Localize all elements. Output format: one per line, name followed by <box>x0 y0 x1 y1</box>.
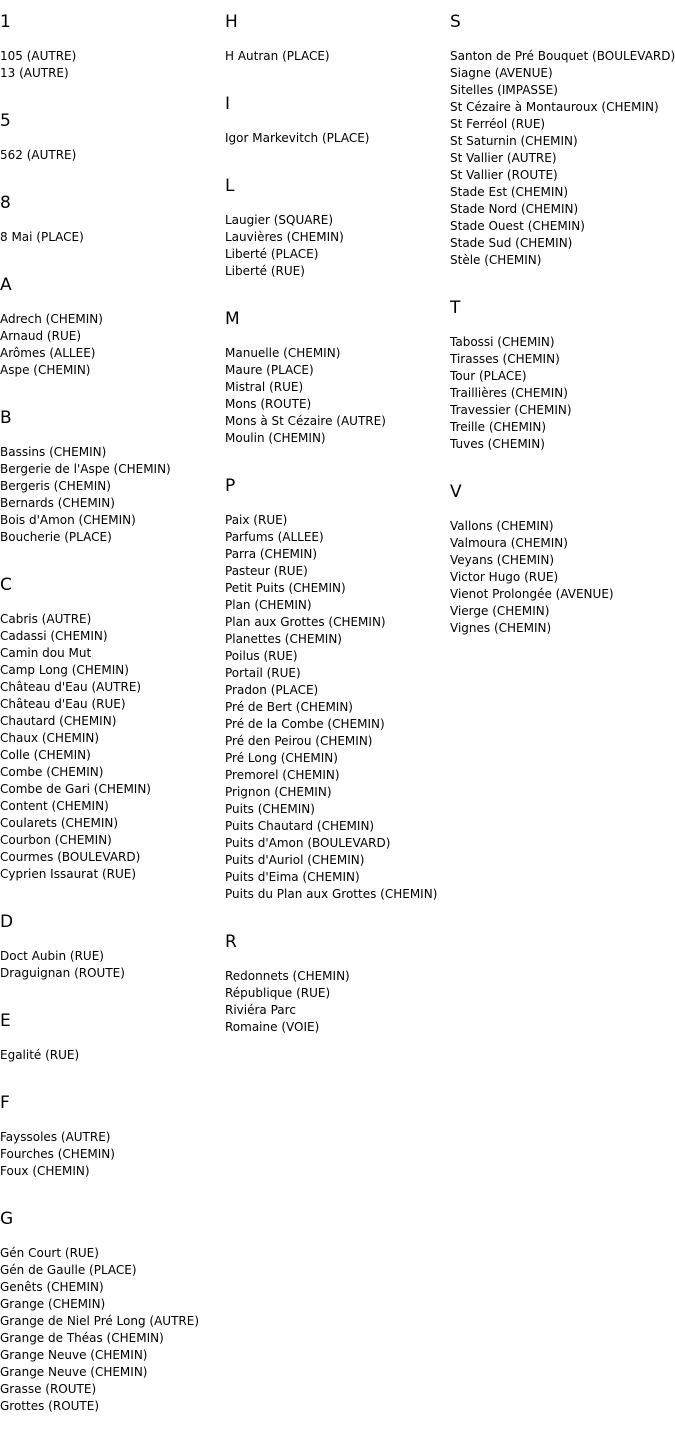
letter-section <box>225 164 450 297</box>
section-letter-heading: P <box>225 476 236 496</box>
section-letter-heading: H <box>225 12 238 32</box>
street-link[interactable]: Gén de Gaulle (PLACE) <box>0 1263 137 1277</box>
street-link[interactable]: République (RUE) <box>225 986 331 1000</box>
street-link[interactable]: Valmoura (CHEMIN) <box>450 536 568 550</box>
street-link[interactable]: Travessier (CHEMIN) <box>450 403 572 417</box>
section-letter-heading: 1 <box>0 12 11 32</box>
street-link[interactable]: Pré Long (CHEMIN) <box>225 751 338 765</box>
section-letter-heading: I <box>225 94 231 114</box>
street-link[interactable]: Parra (CHEMIN) <box>225 547 318 561</box>
street-list <box>0 934 225 982</box>
letter-section <box>225 82 450 164</box>
street-link[interactable]: Grange Neuve (CHEMIN) <box>0 1365 148 1379</box>
street-link[interactable]: Igor Markevitch (PLACE) <box>225 131 370 145</box>
street-link[interactable]: Stade Est (CHEMIN) <box>450 185 569 199</box>
street-link[interactable]: 105 (AUTRE) <box>0 49 77 63</box>
section-letter-heading: L <box>225 176 235 196</box>
street-link[interactable]: Puits d'Amon (BOULEVARD) <box>225 836 391 850</box>
street-list <box>0 597 225 883</box>
street-list <box>0 1231 225 1415</box>
street-link[interactable]: Veyans (CHEMIN) <box>450 553 555 567</box>
street-link[interactable]: Tour (PLACE) <box>450 369 527 383</box>
section-letter-heading: M <box>225 309 240 329</box>
street-link[interactable]: Aspe (CHEMIN) <box>0 363 91 377</box>
street-link[interactable]: Mons à St Cézaire (AUTRE) <box>225 414 386 428</box>
street-link[interactable]: 562 (AUTRE) <box>0 148 77 162</box>
section-letter-heading: A <box>0 275 12 295</box>
street-link[interactable]: Vienot Prolongée (AVENUE) <box>450 587 614 601</box>
street-link[interactable]: Colle (CHEMIN) <box>0 748 91 762</box>
street-link[interactable]: Laugier (SQUARE) <box>225 213 334 227</box>
street-link[interactable]: Bergerie de l'Aspe (CHEMIN) <box>0 462 171 476</box>
street-link[interactable]: 13 (AUTRE) <box>0 66 69 80</box>
letter-section <box>225 297 450 464</box>
letter-section <box>450 470 675 654</box>
street-link[interactable]: Vignes (CHEMIN) <box>450 621 552 635</box>
section-spacer <box>225 447 450 464</box>
street-link[interactable]: Pasteur (RUE) <box>225 564 308 578</box>
street-link[interactable]: Siagne (AVENUE) <box>450 66 553 80</box>
street-link[interactable]: Egalité (RUE) <box>0 1048 80 1062</box>
section-letter-heading: T <box>450 298 461 318</box>
section-spacer <box>0 1180 225 1197</box>
street-link[interactable]: Riviéra Parc <box>225 1003 296 1017</box>
letter-section <box>450 0 675 286</box>
street-link[interactable]: Bergeris (CHEMIN) <box>0 479 111 493</box>
section-spacer <box>0 546 225 563</box>
section-letter-heading: V <box>450 482 462 502</box>
street-link[interactable]: Bassins (CHEMIN) <box>0 445 107 459</box>
street-link[interactable]: Combe (CHEMIN) <box>0 765 104 779</box>
street-link[interactable]: Prignon (CHEMIN) <box>225 785 332 799</box>
street-link[interactable]: Stade Nord (CHEMIN) <box>450 202 579 216</box>
section-letter-heading: E <box>0 1011 11 1031</box>
section-spacer <box>0 1415 225 1432</box>
section-letter-heading: R <box>225 932 237 952</box>
street-list <box>450 34 675 269</box>
letter-section <box>225 464 450 920</box>
letter-section <box>225 0 450 82</box>
street-link[interactable]: Bernards (CHEMIN) <box>0 496 115 510</box>
street-link[interactable]: Tuves (CHEMIN) <box>450 437 545 451</box>
street-link[interactable]: Puits du Plan aux Grottes (CHEMIN) <box>225 887 438 901</box>
street-link[interactable]: Cyprien Issaurat (RUE) <box>0 867 137 881</box>
section-spacer <box>225 903 450 920</box>
street-link[interactable]: Liberté (PLACE) <box>225 247 319 261</box>
street-link[interactable]: Camin dou Mut <box>0 646 92 660</box>
street-link[interactable]: Tabossi (CHEMIN) <box>450 335 555 349</box>
street-link[interactable]: Plan (CHEMIN) <box>225 598 312 612</box>
letter-section <box>0 181 225 263</box>
street-link[interactable]: Chautard (CHEMIN) <box>0 714 117 728</box>
street-link[interactable]: Vallons (CHEMIN) <box>450 519 554 533</box>
street-list <box>0 133 225 164</box>
street-link[interactable]: Boucherie (PLACE) <box>0 530 112 544</box>
street-link[interactable]: Mons (ROUTE) <box>225 397 312 411</box>
letter-section <box>0 1197 225 1432</box>
street-link[interactable]: Mistral (RUE) <box>225 380 304 394</box>
section-spacer <box>450 453 675 470</box>
street-link[interactable]: Parfums (ALLEE) <box>225 530 324 544</box>
letter-section <box>0 99 225 181</box>
street-link[interactable]: Romaine (VOIE) <box>225 1020 320 1034</box>
letter-section <box>0 563 225 900</box>
street-link[interactable]: Pré den Peirou (CHEMIN) <box>225 734 373 748</box>
letter-section <box>0 396 225 563</box>
section-spacer <box>0 883 225 900</box>
street-link[interactable]: Stèle (CHEMIN) <box>450 253 542 267</box>
street-link[interactable]: Petit Puits (CHEMIN) <box>225 581 346 595</box>
section-spacer <box>225 65 450 82</box>
street-list <box>0 215 225 246</box>
street-link[interactable]: Arômes (ALLEE) <box>0 346 96 360</box>
street-link[interactable]: Pré de Bert (CHEMIN) <box>225 700 353 714</box>
street-link[interactable]: Content (CHEMIN) <box>0 799 109 813</box>
street-link[interactable]: Treille (CHEMIN) <box>450 420 547 434</box>
section-spacer <box>450 637 675 654</box>
street-link[interactable]: Genêts (CHEMIN) <box>0 1280 104 1294</box>
street-link[interactable]: Chaux (CHEMIN) <box>0 731 100 745</box>
street-link[interactable]: Fayssoles (AUTRE) <box>0 1130 111 1144</box>
street-link[interactable]: 8 Mai (PLACE) <box>0 230 84 244</box>
street-list <box>225 954 450 1036</box>
street-link[interactable]: Stade Sud (CHEMIN) <box>450 236 573 250</box>
street-link[interactable]: Poilus (RUE) <box>225 649 298 663</box>
street-link[interactable]: Château d'Eau (AUTRE) <box>0 680 142 694</box>
street-link[interactable]: Adrech (CHEMIN) <box>0 312 103 326</box>
letter-section <box>225 920 450 1053</box>
street-link[interactable]: Puits (CHEMIN) <box>225 802 315 816</box>
section-spacer <box>0 1064 225 1081</box>
street-link[interactable]: Victor Hugo (RUE) <box>450 570 559 584</box>
letter-section <box>0 0 225 99</box>
street-list <box>450 504 675 637</box>
street-link[interactable]: Stade Ouest (CHEMIN) <box>450 219 585 233</box>
street-link[interactable]: Paix (RUE) <box>225 513 288 527</box>
street-link[interactable]: Moulin (CHEMIN) <box>225 431 326 445</box>
street-link[interactable]: St Vallier (ROUTE) <box>450 168 558 182</box>
section-spacer <box>0 246 225 263</box>
street-link[interactable]: Courbon (CHEMIN) <box>0 833 112 847</box>
section-letter-heading: B <box>0 408 12 428</box>
letter-section <box>0 900 225 999</box>
section-spacer <box>225 147 450 164</box>
street-link[interactable]: Traillières (CHEMIN) <box>450 386 568 400</box>
street-link[interactable]: Liberté (RUE) <box>225 264 305 278</box>
street-link[interactable]: Grange de Niel Pré Long (AUTRE) <box>0 1314 200 1328</box>
street-link[interactable]: Portail (RUE) <box>225 666 301 680</box>
street-link[interactable]: Grasse (ROUTE) <box>0 1382 97 1396</box>
street-link[interactable]: Planettes (CHEMIN) <box>225 632 342 646</box>
letter-section <box>0 999 225 1081</box>
section-spacer <box>450 269 675 286</box>
street-link[interactable]: Grottes (ROUTE) <box>0 1399 100 1413</box>
street-list <box>0 430 225 546</box>
index-column-2 <box>225 0 450 1053</box>
street-link[interactable]: Cabris (AUTRE) <box>0 612 92 626</box>
street-link[interactable]: Coularets (CHEMIN) <box>0 816 119 830</box>
street-link[interactable]: Draguignan (ROUTE) <box>0 966 125 980</box>
street-link[interactable]: Grange (CHEMIN) <box>0 1297 106 1311</box>
street-link[interactable]: St Cézaire à Montauroux (CHEMIN) <box>450 100 659 114</box>
street-link[interactable]: Gén Court (RUE) <box>0 1246 99 1260</box>
street-list <box>225 116 450 147</box>
street-link[interactable]: Lauvières (CHEMIN) <box>225 230 344 244</box>
street-link[interactable]: Sitelles (IMPASSE) <box>450 83 558 97</box>
street-link[interactable]: Pradon (PLACE) <box>225 683 319 697</box>
street-link[interactable]: Doct Aubin (RUE) <box>0 949 104 963</box>
street-list <box>0 1033 225 1064</box>
street-list <box>225 331 450 447</box>
street-list <box>0 1115 225 1180</box>
street-link[interactable]: Manuelle (CHEMIN) <box>225 346 341 360</box>
letter-section <box>0 1081 225 1197</box>
street-list <box>0 34 225 82</box>
street-link[interactable]: Premorel (CHEMIN) <box>225 768 340 782</box>
street-link[interactable]: St Saturnin (CHEMIN) <box>450 134 578 148</box>
street-link[interactable]: St Ferréol (RUE) <box>450 117 546 131</box>
section-spacer <box>0 379 225 396</box>
section-letter-heading: 5 <box>0 111 11 131</box>
section-letter-heading: 8 <box>0 193 11 213</box>
street-link[interactable]: Puits d'Eima (CHEMIN) <box>225 870 360 884</box>
street-link[interactable]: Courmes (BOULEVARD) <box>0 850 141 864</box>
letter-section <box>0 263 225 396</box>
street-link[interactable]: Grange de Théas (CHEMIN) <box>0 1331 164 1345</box>
street-link[interactable]: Château d'Eau (RUE) <box>0 697 126 711</box>
section-spacer <box>0 82 225 99</box>
street-list <box>225 34 450 65</box>
street-link[interactable]: Foux (CHEMIN) <box>0 1164 90 1178</box>
section-spacer <box>225 1036 450 1053</box>
street-link[interactable]: Arnaud (RUE) <box>0 329 81 343</box>
street-link[interactable]: Redonnets (CHEMIN) <box>225 969 350 983</box>
section-spacer <box>0 982 225 999</box>
street-link[interactable]: Cadassi (CHEMIN) <box>0 629 108 643</box>
street-link[interactable]: Santon de Pré Bouquet (BOULEVARD) <box>450 49 675 63</box>
street-link[interactable]: Puits Chautard (CHEMIN) <box>225 819 375 833</box>
index-column-3 <box>450 0 675 654</box>
street-link[interactable]: Fourches (CHEMIN) <box>0 1147 115 1161</box>
street-list <box>225 198 450 280</box>
section-letter-heading: C <box>0 575 12 595</box>
section-letter-heading: D <box>0 912 14 932</box>
street-link[interactable]: Bois d'Amon (CHEMIN) <box>0 513 136 527</box>
street-link[interactable]: Combe de Gari (CHEMIN) <box>0 782 151 796</box>
street-list <box>0 297 225 379</box>
street-link[interactable]: Vierge (CHEMIN) <box>450 604 550 618</box>
street-link[interactable]: Pré de la Combe (CHEMIN) <box>225 717 385 731</box>
index-column-1 <box>0 0 225 1432</box>
section-spacer <box>225 280 450 297</box>
street-link[interactable]: St Vallier (AUTRE) <box>450 151 557 165</box>
section-letter-heading: G <box>0 1209 14 1229</box>
street-list <box>225 498 450 903</box>
street-link[interactable]: Puits d'Auriol (CHEMIN) <box>225 853 365 867</box>
street-link[interactable]: Plan aux Grottes (CHEMIN) <box>225 615 386 629</box>
street-link[interactable]: Tirasses (CHEMIN) <box>450 352 560 366</box>
letter-section <box>450 286 675 470</box>
street-link[interactable]: Grange Neuve (CHEMIN) <box>0 1348 148 1362</box>
street-link[interactable]: Maure (PLACE) <box>225 363 314 377</box>
section-letter-heading: S <box>450 12 461 32</box>
street-link[interactable]: H Autran (PLACE) <box>225 49 330 63</box>
section-letter-heading: F <box>0 1093 10 1113</box>
street-link[interactable]: Camp Long (CHEMIN) <box>0 663 129 677</box>
street-list <box>450 320 675 453</box>
section-spacer <box>0 164 225 181</box>
